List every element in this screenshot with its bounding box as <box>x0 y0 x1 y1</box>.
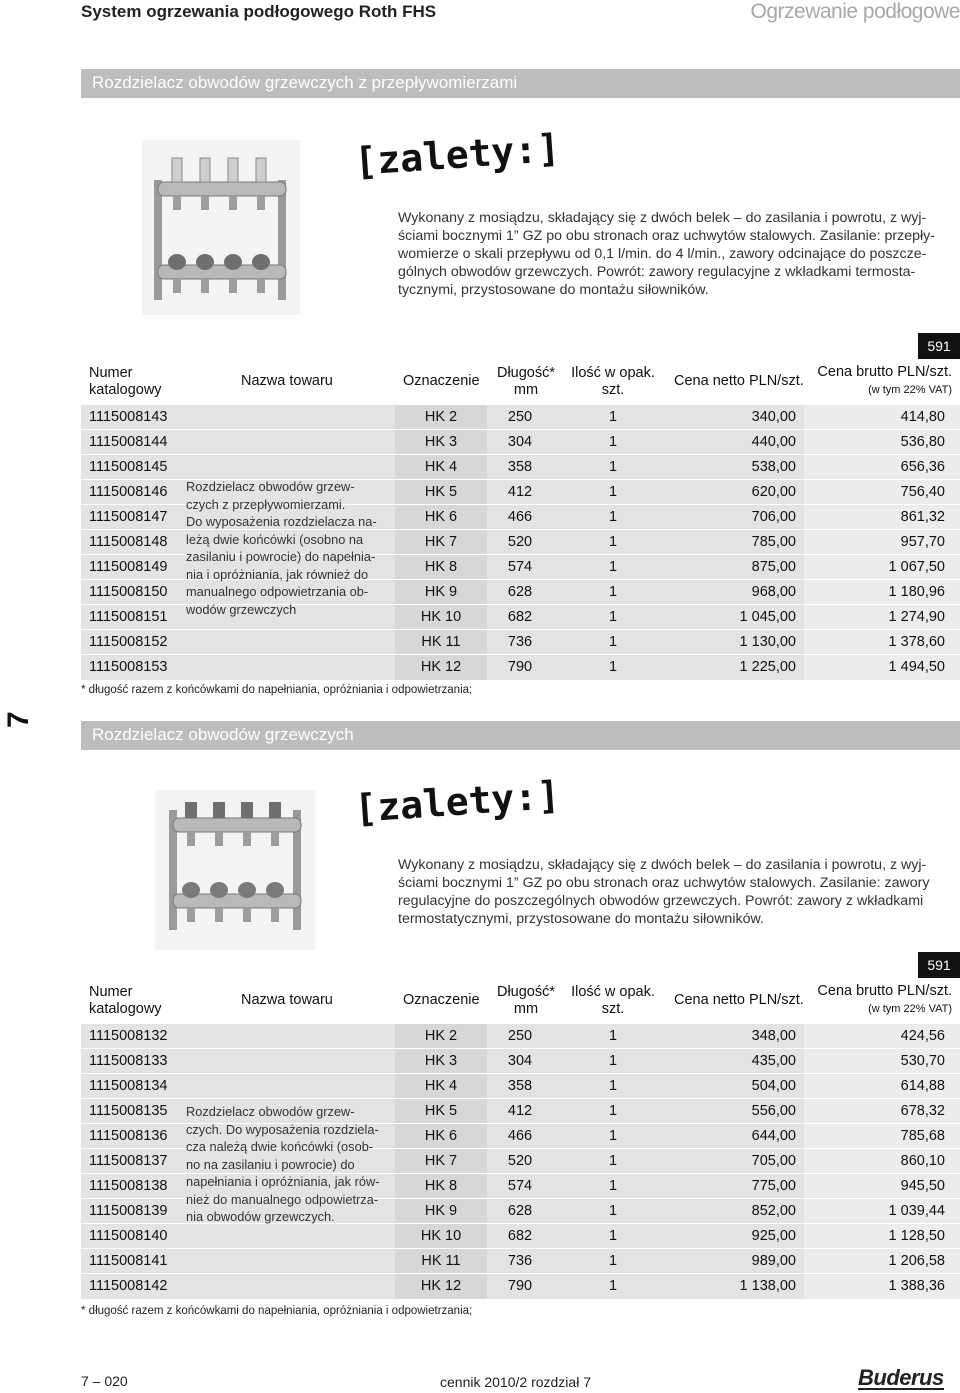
gross-price-cell: 656,36 <box>804 455 960 480</box>
catalog-number-cell: 1115008137 <box>81 1149 186 1174</box>
net-price-cell: 340,00 <box>633 405 804 430</box>
table-row <box>81 454 960 480</box>
length-cell: 682 <box>487 605 553 630</box>
catalog-number-cell: 1115008140 <box>81 1224 186 1249</box>
catalog-number-cell: 1115008139 <box>81 1199 186 1224</box>
description-line: gólnych obwodów grzewczych. Powrót: zawory regulacyjne z wkładkami termosta- <box>398 264 916 280</box>
product-name-line: czych. Do wyposażenia rozdziela- <box>186 1121 379 1137</box>
length-cell: 412 <box>487 480 553 505</box>
section-1-title: Rozdzielacz obwodów grzewczych z przepływomierzami <box>92 73 518 92</box>
gross-price-cell: 614,88 <box>804 1074 960 1099</box>
col-header-brutto-note: (w tym 22% VAT) <box>868 1003 952 1015</box>
catalog-number-cell: 1115008132 <box>81 1024 186 1049</box>
section-2-page-badge: 591 <box>918 952 960 978</box>
col-header-ilosc <box>563 365 663 399</box>
table-row <box>81 1048 960 1074</box>
catalog-number-cell: 1115008144 <box>81 430 186 455</box>
length-cell: 736 <box>487 630 553 655</box>
col-header-netto: Cena netto PLN/szt. <box>674 373 804 389</box>
col-header-dlugosc-unit: mm <box>513 1001 539 1017</box>
gross-price-cell: 678,32 <box>804 1099 960 1124</box>
col-header-numer <box>89 365 162 399</box>
gross-price-cell: 1 388,36 <box>804 1274 960 1299</box>
length-cell: 250 <box>487 1024 553 1049</box>
net-price-cell: 775,00 <box>633 1174 804 1199</box>
designation-cell: HK 6 <box>395 505 487 530</box>
description-line: regulacyjne do poszczególnych obwodów grzewczych. Powrót: zawory z wkładkami <box>398 893 924 909</box>
col-header-brutto <box>790 983 952 1018</box>
product-name-line: leżą dwie końcówki (osobno na <box>186 531 364 547</box>
product-name-line: czych z przepływomierzami. <box>186 496 346 512</box>
net-price-cell: 644,00 <box>633 1124 804 1149</box>
col-header-ilosc <box>563 984 663 1018</box>
catalog-number-cell: 1115008143 <box>81 405 186 430</box>
category-label: Ogrzewanie podłogowe <box>750 0 960 23</box>
net-price-cell: 435,00 <box>633 1049 804 1074</box>
quantity-cell: 1 <box>553 1099 633 1124</box>
quantity-cell: 1 <box>553 455 633 480</box>
table-row <box>81 654 960 680</box>
designation-cell: HK 7 <box>395 1149 487 1174</box>
table-row <box>81 1223 960 1249</box>
description-line: womierze o skali przepływu od 0,1 l/min. do 4 l/min., zawory odcinające do poszcze- <box>398 246 927 262</box>
product-name-line: nia i opróżniania, jak również do <box>186 566 369 582</box>
table-row <box>81 1023 960 1049</box>
section-2-product-name <box>186 1103 386 1226</box>
gross-price-cell: 414,80 <box>804 405 960 430</box>
designation-cell: HK 7 <box>395 530 487 555</box>
catalog-number-cell: 1115008149 <box>81 555 186 580</box>
net-price-cell: 785,00 <box>633 530 804 555</box>
designation-cell: HK 4 <box>395 1074 487 1099</box>
table-row <box>81 1073 960 1099</box>
col-header-dlugosc-line1: Długość* <box>496 365 556 381</box>
chapter-number: 7 <box>2 711 35 728</box>
net-price-cell: 556,00 <box>633 1099 804 1124</box>
gross-price-cell: 1 378,60 <box>804 630 960 655</box>
length-cell: 412 <box>487 1099 553 1124</box>
description-line: termostatycznymi, przystosowane do montażu siłowników. <box>398 911 764 927</box>
col-header-dlugosc <box>490 365 562 399</box>
gross-price-cell: 1 067,50 <box>804 555 960 580</box>
quantity-cell: 1 <box>553 1149 633 1174</box>
section-2-title: Rozdzielacz obwodów grzewczych <box>92 725 354 744</box>
manifold-with-flowmeters-icon <box>142 140 300 315</box>
length-cell: 466 <box>487 505 553 530</box>
description-line: Wykonany z mosiądzu, składający się z dwóch belek – do zasilania i powrotu, z wyj- <box>398 857 927 873</box>
designation-cell: HK 8 <box>395 1174 487 1199</box>
net-price-cell: 706,00 <box>633 505 804 530</box>
col-header-brutto-line1: Cena brutto PLN/szt. <box>817 364 952 380</box>
length-cell: 790 <box>487 1274 553 1299</box>
designation-cell: HK 5 <box>395 480 487 505</box>
section-1-product-name <box>186 478 386 618</box>
col-header-numer-line1: Numer <box>89 984 133 1000</box>
quantity-cell: 1 <box>553 655 633 680</box>
quantity-cell: 1 <box>553 530 633 555</box>
col-header-numer <box>89 984 162 1018</box>
product-name-line: Rozdzielacz obwodów grzew- <box>186 1104 355 1119</box>
net-price-cell: 925,00 <box>633 1224 804 1249</box>
gross-price-cell: 530,70 <box>804 1049 960 1074</box>
net-price-cell: 989,00 <box>633 1249 804 1274</box>
length-cell: 682 <box>487 1224 553 1249</box>
length-cell: 250 <box>487 405 553 430</box>
product-name-cell <box>186 655 395 680</box>
manifold-image <box>155 790 315 950</box>
designation-cell: HK 10 <box>395 1224 487 1249</box>
catalog-number-cell: 1115008148 <box>81 530 186 555</box>
col-header-ilosc-line1: Ilość w opak. <box>571 365 655 381</box>
col-header-numer-line1: Numer <box>89 365 133 381</box>
product-name-line: nia obwodów grzewczych. <box>186 1209 335 1224</box>
description-line: tycznymi, przystosowane do montażu siłowników. <box>398 282 709 298</box>
designation-cell: HK 2 <box>395 405 487 430</box>
designation-cell: HK 10 <box>395 605 487 630</box>
length-cell: 574 <box>487 555 553 580</box>
col-header-ilosc-unit: szt. <box>601 1001 625 1017</box>
table-row <box>81 629 960 655</box>
product-name-line: wodów grzewczych <box>186 601 297 617</box>
length-cell: 520 <box>487 530 553 555</box>
net-price-cell: 852,00 <box>633 1199 804 1224</box>
manifold-icon <box>155 790 315 950</box>
quantity-cell: 1 <box>553 1174 633 1199</box>
product-name-cell <box>186 1024 395 1049</box>
quantity-cell: 1 <box>553 1074 633 1099</box>
product-name-cell <box>186 1074 395 1099</box>
designation-cell: HK 8 <box>395 555 487 580</box>
col-header-numer-line2: katalogowy <box>89 382 162 398</box>
net-price-cell: 538,00 <box>633 455 804 480</box>
section-2-description <box>398 856 958 928</box>
product-name-line: napełniania i opróżniania, jak rów- <box>186 1174 380 1189</box>
gross-price-cell: 1 494,50 <box>804 655 960 680</box>
product-name-cell <box>186 1224 395 1249</box>
table-row <box>81 404 960 430</box>
product-name-line: cza należą dwie końcówki (osob- <box>186 1139 374 1154</box>
net-price-cell: 968,00 <box>633 580 804 605</box>
length-cell: 736 <box>487 1249 553 1274</box>
section-1-footnote: * długość razem z końcówkami do napełniania, opróżniania i odpowietrzania; <box>81 684 473 696</box>
col-header-brutto-line1: Cena brutto PLN/szt. <box>817 983 952 999</box>
quantity-cell: 1 <box>553 1224 633 1249</box>
table-row <box>81 429 960 455</box>
catalog-number-cell: 1115008133 <box>81 1049 186 1074</box>
gross-price-cell: 785,68 <box>804 1124 960 1149</box>
catalog-number-cell: 1115008138 <box>81 1174 186 1199</box>
net-price-cell: 504,00 <box>633 1074 804 1099</box>
section-1-description <box>398 209 958 299</box>
catalog-number-cell: 1115008152 <box>81 630 186 655</box>
catalog-number-cell: 1115008153 <box>81 655 186 680</box>
product-name-line: no na zasilaniu i powrocie) do <box>186 1156 355 1172</box>
col-header-brutto <box>790 364 952 399</box>
designation-cell: HK 2 <box>395 1024 487 1049</box>
gross-price-cell: 945,50 <box>804 1174 960 1199</box>
net-price-cell: 1 045,00 <box>633 605 804 630</box>
catalog-number-cell: 1115008150 <box>81 580 186 605</box>
product-name-cell <box>186 1274 395 1299</box>
catalog-number-cell: 1115008142 <box>81 1274 186 1299</box>
quantity-cell: 1 <box>553 480 633 505</box>
net-price-cell: 1 138,00 <box>633 1274 804 1299</box>
quantity-cell: 1 <box>553 1199 633 1224</box>
gross-price-cell: 1 128,50 <box>804 1224 960 1249</box>
length-cell: 628 <box>487 580 553 605</box>
quantity-cell: 1 <box>553 405 633 430</box>
gross-price-cell: 1 206,58 <box>804 1249 960 1274</box>
designation-cell: HK 12 <box>395 1274 487 1299</box>
col-header-nazwa: Nazwa towaru <box>241 373 333 389</box>
designation-cell: HK 11 <box>395 1249 487 1274</box>
footer-center-text: cennik 2010/2 rozdział 7 <box>440 1374 591 1390</box>
gross-price-cell: 1 039,44 <box>804 1199 960 1224</box>
quantity-cell: 1 <box>553 1124 633 1149</box>
section-2-footnote: * długość razem z końcówkami do napełniania, opróżniania i odpowietrzania; <box>81 1305 473 1317</box>
quantity-cell: 1 <box>553 1049 633 1074</box>
description-line: ściami bocznymi 1” GZ po obu stronach oraz uchwytów stalowych. Zasilanie: zawory <box>398 875 930 891</box>
product-name-line: Rozdzielacz obwodów grzew- <box>186 479 355 494</box>
length-cell: 358 <box>487 1074 553 1099</box>
length-cell: 520 <box>487 1149 553 1174</box>
product-name-line: Do wyposażenia rozdzielacza na- <box>186 514 377 529</box>
quantity-cell: 1 <box>553 505 633 530</box>
catalog-number-cell: 1115008136 <box>81 1124 186 1149</box>
net-price-cell: 705,00 <box>633 1149 804 1174</box>
col-header-oznaczenie: Oznaczenie <box>403 992 480 1008</box>
net-price-cell: 440,00 <box>633 430 804 455</box>
designation-cell: HK 4 <box>395 455 487 480</box>
quantity-cell: 1 <box>553 1024 633 1049</box>
length-cell: 466 <box>487 1124 553 1149</box>
product-name-line: nież do manualnego odpowietrza- <box>186 1191 379 1207</box>
gross-price-cell: 536,80 <box>804 430 960 455</box>
catalog-number-cell: 1115008146 <box>81 480 186 505</box>
quantity-cell: 1 <box>553 630 633 655</box>
col-header-dlugosc-line1: Długość* <box>496 984 556 1000</box>
col-header-brutto-note: (w tym 22% VAT) <box>868 384 952 396</box>
col-header-nazwa: Nazwa towaru <box>241 992 333 1008</box>
quantity-cell: 1 <box>553 555 633 580</box>
col-header-netto: Cena netto PLN/szt. <box>674 992 804 1008</box>
designation-cell: HK 5 <box>395 1099 487 1124</box>
section-1-title-bar <box>81 69 960 98</box>
designation-cell: HK 6 <box>395 1124 487 1149</box>
gross-price-cell: 957,70 <box>804 530 960 555</box>
product-name-cell <box>186 1049 395 1074</box>
length-cell: 628 <box>487 1199 553 1224</box>
length-cell: 574 <box>487 1174 553 1199</box>
document-title: System ogrzewania podłogowego Roth FHS <box>81 2 437 21</box>
catalog-number-cell: 1115008134 <box>81 1074 186 1099</box>
page-number: 7 – 020 <box>81 1373 128 1389</box>
designation-cell: HK 3 <box>395 430 487 455</box>
col-header-dlugosc <box>490 984 562 1018</box>
section-1-page-badge: 591 <box>918 333 960 359</box>
gross-price-cell: 424,56 <box>804 1024 960 1049</box>
catalog-number-cell: 1115008135 <box>81 1099 186 1124</box>
product-name-cell <box>186 630 395 655</box>
quantity-cell: 1 <box>553 430 633 455</box>
col-header-oznaczenie: Oznaczenie <box>403 373 480 389</box>
net-price-cell: 875,00 <box>633 555 804 580</box>
gross-price-cell: 860,10 <box>804 1149 960 1174</box>
section-2-title-bar <box>81 721 960 750</box>
catalog-number-cell: 1115008147 <box>81 505 186 530</box>
designation-cell: HK 9 <box>395 1199 487 1224</box>
col-header-ilosc-line1: Ilość w opak. <box>571 984 655 1000</box>
length-cell: 790 <box>487 655 553 680</box>
gross-price-cell: 1 180,96 <box>804 580 960 605</box>
section-1-advantages-heading: [zalety:] <box>352 125 562 184</box>
net-price-cell: 620,00 <box>633 480 804 505</box>
product-name-cell <box>186 430 395 455</box>
description-line: ściami bocznymi 1” GZ po obu stronach oraz uchwytów stalowych. Zasilanie: przepły- <box>398 228 935 244</box>
designation-cell: HK 3 <box>395 1049 487 1074</box>
quantity-cell: 1 <box>553 580 633 605</box>
col-header-dlugosc-unit: mm <box>513 382 539 398</box>
net-price-cell: 348,00 <box>633 1024 804 1049</box>
product-name-line: manualnego odpowietrzania ob- <box>186 584 369 599</box>
length-cell: 304 <box>487 1049 553 1074</box>
net-price-cell: 1 225,00 <box>633 655 804 680</box>
designation-cell: HK 11 <box>395 630 487 655</box>
gross-price-cell: 1 274,90 <box>804 605 960 630</box>
gross-price-cell: 756,40 <box>804 480 960 505</box>
catalog-number-cell: 1115008151 <box>81 605 186 630</box>
length-cell: 304 <box>487 430 553 455</box>
net-price-cell: 1 130,00 <box>633 630 804 655</box>
product-name-line: zasilaniu i powrocie) do napełnia- <box>186 549 376 564</box>
designation-cell: HK 9 <box>395 580 487 605</box>
table-row <box>81 1248 960 1274</box>
length-cell: 358 <box>487 455 553 480</box>
manifold-with-flowmeters-image <box>142 140 300 315</box>
buderus-logo: Buderus <box>858 1365 944 1390</box>
col-header-ilosc-unit: szt. <box>601 382 625 398</box>
designation-cell: HK 12 <box>395 655 487 680</box>
product-name-cell <box>186 405 395 430</box>
quantity-cell: 1 <box>553 1274 633 1299</box>
catalog-number-cell: 1115008145 <box>81 455 186 480</box>
section-2-advantages-heading: [zalety:] <box>352 772 562 831</box>
table-row <box>81 1273 960 1299</box>
product-name-cell <box>186 455 395 480</box>
quantity-cell: 1 <box>553 605 633 630</box>
description-line: Wykonany z mosiądzu, składający się z dwóch belek – do zasilania i powrotu, z wyj- <box>398 210 927 226</box>
col-header-numer-line2: katalogowy <box>89 1001 162 1017</box>
product-name-cell <box>186 1249 395 1274</box>
gross-price-cell: 861,32 <box>804 505 960 530</box>
catalog-number-cell: 1115008141 <box>81 1249 186 1274</box>
quantity-cell: 1 <box>553 1249 633 1274</box>
